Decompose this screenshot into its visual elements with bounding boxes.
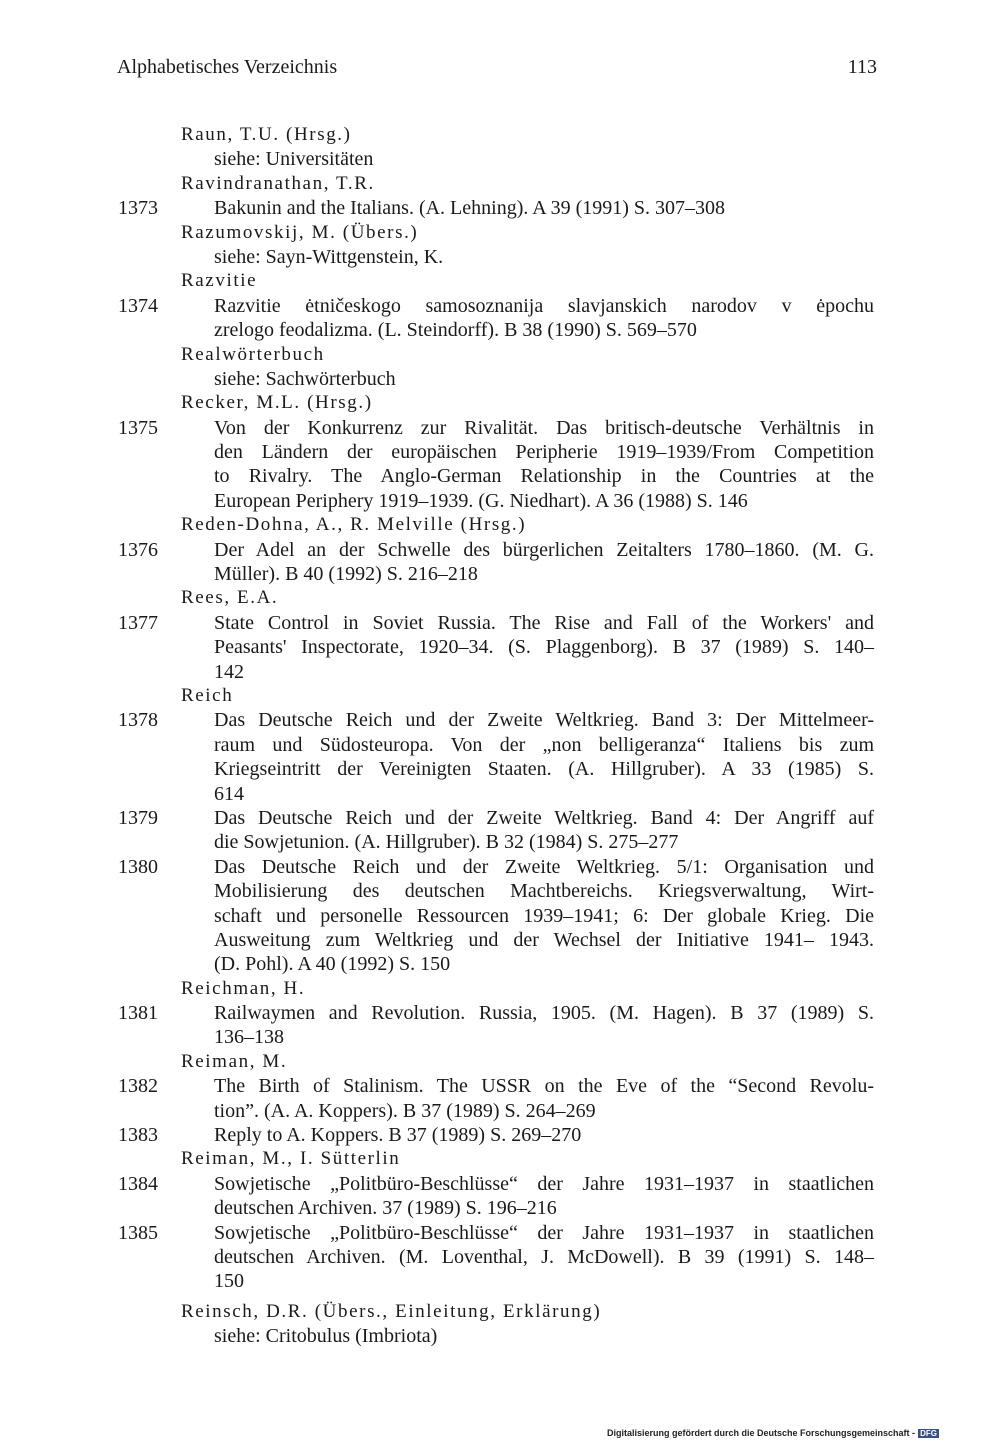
entry-number: 1382 bbox=[118, 1075, 158, 1098]
entry-heading: Realwörterbuch bbox=[181, 343, 325, 365]
entry-text-line bbox=[0, 367, 1000, 391]
entry-text: Müller). B 40 (1992) S. 216–218 bbox=[214, 563, 478, 586]
entry-text-line bbox=[0, 1123, 1000, 1147]
entry-text: Railwaymen and Revolution. Russia, 1905. (M. Hagen). B 37 (1989) S. bbox=[214, 1002, 874, 1025]
entry-text-line bbox=[0, 416, 1000, 440]
entry-text-line bbox=[0, 928, 1000, 952]
entry-text-line bbox=[0, 830, 1000, 854]
entry-heading: Reich bbox=[181, 684, 234, 706]
entry-text-line bbox=[0, 1172, 1000, 1196]
entry-text-line bbox=[0, 952, 1000, 976]
entry-text-line bbox=[0, 1221, 1000, 1245]
entry-text-line bbox=[0, 806, 1000, 830]
index-entries bbox=[0, 123, 1000, 1349]
entry-text: Peasants' Inspectorate, 1920–34. (S. Plaggenborg). B 37 (1989) S. 140– bbox=[214, 636, 874, 659]
entry-heading: Reichman, H. bbox=[181, 977, 306, 999]
entry-heading: Reiman, M., I. Sütterlin bbox=[181, 1148, 401, 1170]
entry-heading-line bbox=[0, 1050, 1000, 1074]
entry-text-line bbox=[0, 757, 1000, 781]
entry-text-line bbox=[0, 879, 1000, 903]
entry-text: Das Deutsche Reich und der Zweite Weltkrieg. Band 4: Der Angriff auf bbox=[214, 806, 874, 829]
entry-text: siehe: Universitäten bbox=[214, 148, 374, 171]
entry-text: Razvitie ėtničeskogo samosoznanija slavjanskich narodov v ėpochu bbox=[214, 294, 874, 317]
entry-text: The Birth of Stalinism. The USSR on the Eve of the “Second Revolu- bbox=[214, 1075, 874, 1098]
entry-number: 1375 bbox=[118, 416, 158, 439]
entry-text-line bbox=[0, 1245, 1000, 1269]
entry-text: Bakunin and the Italians. (A. Lehning). A 39 (1991) S. 307–308 bbox=[214, 197, 726, 220]
page-number: 113 bbox=[847, 56, 877, 78]
entry-text-line bbox=[0, 635, 1000, 659]
entry-heading: Razumovskij, M. (Übers.) bbox=[181, 221, 419, 243]
entry-text: 150 bbox=[214, 1270, 244, 1293]
entry-text: Von der Konkurrenz zur Rivalität. Das britisch-deutsche Verhältnis in bbox=[214, 416, 874, 439]
entry-text: Reply to A. Koppers. B 37 (1989) S. 269–270 bbox=[214, 1124, 582, 1147]
footer-credit bbox=[607, 1428, 939, 1438]
header-title: Alphabetisches Verzeichnis bbox=[117, 56, 338, 78]
entry-number: 1377 bbox=[118, 611, 158, 634]
entry-number: 1383 bbox=[118, 1124, 158, 1147]
entry-heading: Reden-Dohna, A., R. Melville (Hrsg.) bbox=[181, 514, 527, 536]
entry-text: 614 bbox=[214, 782, 244, 805]
entry-text: zrelogo feodalizma. (L. Steindorff). B 38 (1990) S. 569–570 bbox=[214, 319, 697, 342]
entry-text: Kriegseintritt der Vereinigten Staaten. (A. Hillgruber). A 33 (1985) S. bbox=[214, 758, 874, 781]
entry-heading-line bbox=[0, 269, 1000, 293]
entry-text: siehe: Critobulus (Imbriota) bbox=[214, 1325, 438, 1348]
entry-text-line bbox=[0, 855, 1000, 879]
footer-text: Digitalisierung gefördert durch die Deutsche Forschungsgemeinschaft - bbox=[607, 1428, 916, 1438]
entry-text-line bbox=[0, 611, 1000, 635]
entry-heading: Rees, E.A. bbox=[181, 587, 279, 609]
entry-text-line bbox=[0, 464, 1000, 488]
entry-text: Das Deutsche Reich und der Zweite Weltkrieg. 5/1: Organisation und bbox=[214, 855, 874, 878]
entry-number: 1378 bbox=[118, 709, 158, 732]
entry-text-line bbox=[0, 538, 1000, 562]
entry-text: to Rivalry. The Anglo-German Relationship in the Countries at the bbox=[214, 465, 874, 488]
entry-number: 1374 bbox=[118, 294, 158, 317]
entry-text-line bbox=[0, 147, 1000, 171]
entry-text-line bbox=[0, 660, 1000, 684]
entry-text: schaft und personelle Ressourcen 1939–1941; 6: Der globale Krieg. Die bbox=[214, 904, 874, 927]
entry-text: raum und Südosteuropa. Von der „non belligeranza“ Italiens bis zum bbox=[214, 733, 874, 756]
entry-heading-line bbox=[0, 123, 1000, 147]
entry-text-line bbox=[0, 1074, 1000, 1098]
entry-text-line bbox=[0, 1001, 1000, 1025]
entry-text-line bbox=[0, 733, 1000, 757]
entry-text-line bbox=[0, 440, 1000, 464]
entry-heading: Raun, T.U. (Hrsg.) bbox=[181, 124, 352, 145]
entry-text: tion”. (A. A. Koppers). B 37 (1989) S. 264–269 bbox=[214, 1099, 596, 1122]
entry-text-line bbox=[0, 1099, 1000, 1123]
entry-heading-line bbox=[0, 513, 1000, 537]
entry-heading-line bbox=[0, 684, 1000, 708]
entry-text: deutschen Archiven. 37 (1989) S. 196–216 bbox=[214, 1197, 557, 1220]
entry-text: Sowjetische „Politbüro-Beschlüsse“ der Jahre 1931–1937 in staatlichen bbox=[214, 1172, 874, 1195]
entry-text: den Ländern der europäischen Peripherie 1919–1939/From Competition bbox=[214, 441, 874, 464]
entry-text-line bbox=[0, 489, 1000, 513]
entry-heading-line bbox=[0, 977, 1000, 1001]
entry-text: siehe: Sachwörterbuch bbox=[214, 367, 396, 390]
entry-number: 1384 bbox=[118, 1172, 158, 1195]
entry-text: 136–138 bbox=[214, 1026, 284, 1049]
entry-text: Sowjetische „Politbüro-Beschlüsse“ der Jahre 1931–1937 in staatlichen bbox=[214, 1221, 874, 1244]
entry-heading: Reiman, M. bbox=[181, 1050, 288, 1072]
entry-heading: Ravindranathan, T.R. bbox=[181, 172, 375, 194]
dfg-logo: DFG bbox=[920, 1429, 937, 1438]
entry-text-line bbox=[0, 562, 1000, 586]
entry-text-line bbox=[0, 196, 1000, 220]
entry-number: 1376 bbox=[118, 538, 158, 561]
entry-text: Ausweitung zum Weltkrieg und der Wechsel der Initiative 1941– 1943. bbox=[214, 928, 874, 951]
entry-text-line bbox=[0, 294, 1000, 318]
entry-heading-line bbox=[0, 586, 1000, 610]
entry-heading: Reinsch, D.R. (Übers., Einleitung, Erklärung) bbox=[181, 1300, 602, 1322]
entry-number: 1373 bbox=[118, 197, 158, 220]
entry-heading-line bbox=[0, 172, 1000, 196]
entry-text-line bbox=[0, 782, 1000, 806]
entry-heading-line bbox=[0, 221, 1000, 245]
entry-heading-line bbox=[0, 1147, 1000, 1171]
entry-text-line bbox=[0, 1025, 1000, 1049]
entry-heading-line bbox=[0, 1300, 1000, 1324]
entry-text: European Periphery 1919–1939. (G. Niedhart). A 36 (1988) S. 146 bbox=[214, 489, 748, 512]
entry-heading-line bbox=[0, 343, 1000, 367]
entry-number: 1379 bbox=[118, 806, 158, 829]
entry-text-line bbox=[0, 904, 1000, 928]
entry-text: Das Deutsche Reich und der Zweite Weltkrieg. Band 3: Der Mittelmeer- bbox=[214, 709, 874, 732]
entry-text: (D. Pohl). A 40 (1992) S. 150 bbox=[214, 953, 451, 976]
entry-number: 1380 bbox=[118, 855, 158, 878]
entry-text: deutschen Archiven. (M. Loventhal, J. McDowell). B 39 (1991) S. 148– bbox=[214, 1245, 874, 1268]
entry-text-line bbox=[0, 245, 1000, 269]
entry-text: siehe: Sayn-Wittgenstein, K. bbox=[214, 245, 444, 268]
entry-text: Der Adel an der Schwelle des bürgerlichen Zeitalters 1780–1860. (M. G. bbox=[214, 538, 874, 561]
entry-number: 1385 bbox=[118, 1221, 158, 1244]
running-header bbox=[117, 56, 877, 86]
entry-text-line bbox=[0, 708, 1000, 732]
entry-heading-line bbox=[0, 391, 1000, 415]
entry-text-line bbox=[0, 1269, 1000, 1293]
entry-heading: Razvitie bbox=[181, 270, 258, 292]
entry-text: die Sowjetunion. (A. Hillgruber). B 32 (1984) S. 275–277 bbox=[214, 831, 679, 854]
entry-text-line bbox=[0, 1196, 1000, 1220]
entry-heading: Recker, M.L. (Hrsg.) bbox=[181, 392, 373, 414]
entry-text: Mobilisierung des deutschen Machtbereichs. Kriegsverwaltung, Wirt- bbox=[214, 880, 874, 903]
entry-text-line bbox=[0, 1324, 1000, 1348]
entry-text-line bbox=[0, 318, 1000, 342]
entry-number: 1381 bbox=[118, 1002, 158, 1025]
entry-text: 142 bbox=[214, 660, 244, 683]
entry-text: State Control in Soviet Russia. The Rise and Fall of the Workers' and bbox=[214, 611, 874, 634]
